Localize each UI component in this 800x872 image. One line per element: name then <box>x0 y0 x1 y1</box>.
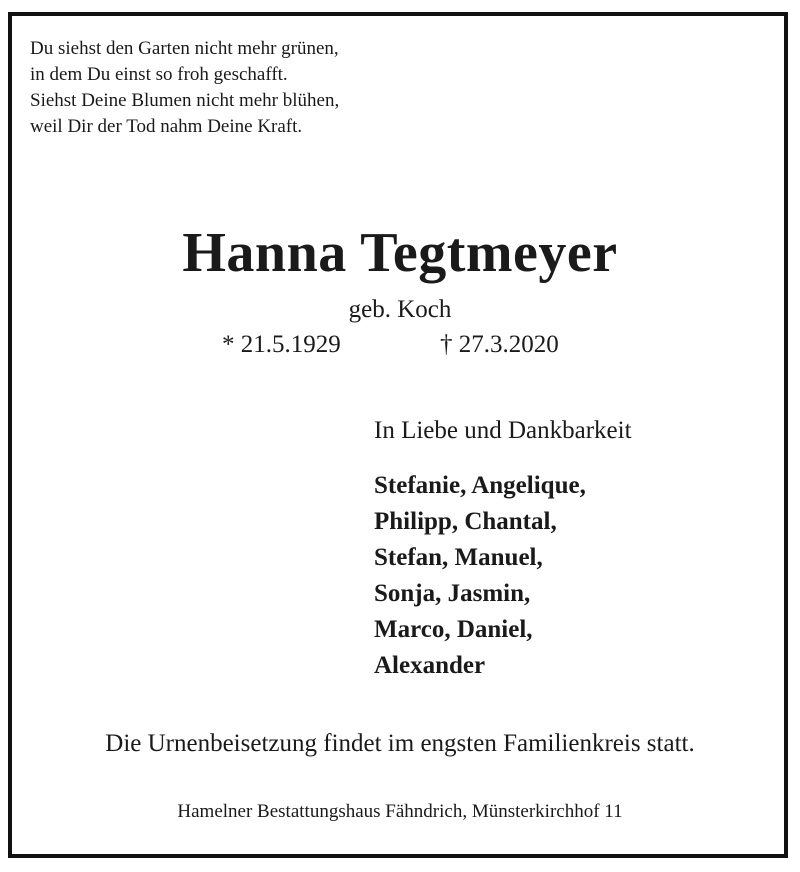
undertaker-info: Hamelner Bestattungshaus Fähndrich, Münsterkirchhof 11 <box>177 801 623 822</box>
poem-line: Du siehst den Garten nicht mehr grünen, <box>30 38 339 59</box>
mourners-list <box>374 468 586 684</box>
mourner-line: Alexander <box>374 652 486 679</box>
mourner-line: Philipp, Chantal, <box>374 508 557 535</box>
dedication-text: In Liebe und Dankbarkeit <box>374 417 632 444</box>
burial-notice: Die Urnenbeisetzung findet im engsten Familienkreis statt. <box>105 730 695 757</box>
poem-line: Siehst Deine Blumen nicht mehr blühen, <box>30 90 340 111</box>
memorial-poem <box>30 36 339 140</box>
deceased-name: Hanna Tegtmeyer <box>182 222 618 284</box>
mourner-line: Sonja, Jasmin, <box>374 580 531 607</box>
maiden-name: geb. Koch <box>348 296 452 323</box>
birth-date: * 21.5.1929 <box>222 331 341 358</box>
death-date: † 27.3.2020 <box>440 331 559 358</box>
mourner-line: Stefan, Manuel, <box>374 544 543 571</box>
poem-line: weil Dir der Tod nahm Deine Kraft. <box>30 116 303 137</box>
mourner-line: Marco, Daniel, <box>374 616 533 643</box>
poem-line: in dem Du einst so froh geschafft. <box>30 64 288 85</box>
mourner-line: Stefanie, Angelique, <box>374 472 586 499</box>
